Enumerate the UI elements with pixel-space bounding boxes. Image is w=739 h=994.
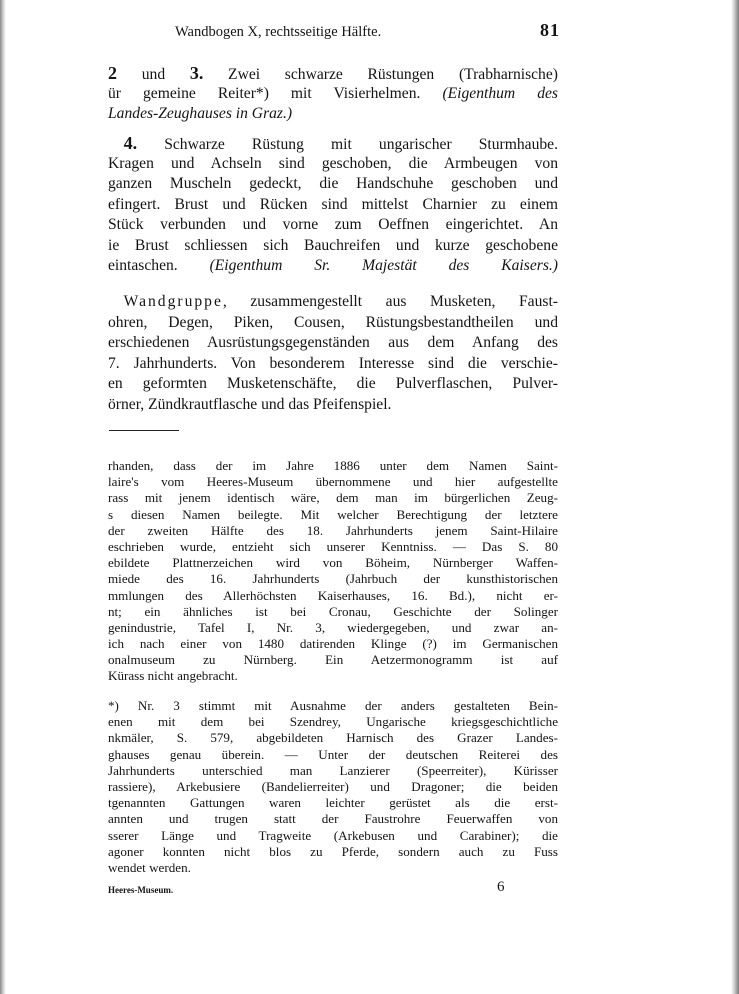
footnote-line: annten und trugen statt der Faustrohre Feuerwaffen von [108,811,558,827]
entry-2-3 [108,63,558,125]
entry-conjunction: und [141,66,166,83]
footnote-line: eschrieben wurde, entzieht sich unserer Kenntniss. — Das S. 80 [108,538,558,554]
footnote-continued [108,458,558,685]
signature-mark: Heeres-Museum. [108,885,174,895]
entry-provenance: (Eigenthum Sr. Majestät des Kaisers.) [209,257,558,274]
entry-2-3-line-1 [108,63,558,84]
entry-provenance: Landes-Zeughauses in Graz.) [108,105,293,122]
entry-4-line: ganzen Muscheln gedeckt, die Handschuhe geschoben und [108,175,558,192]
footnote-line: ghauses genau überein. — Unter der deutschen Reiterei des [108,746,558,762]
wandgruppe-lead: Wandgruppe [123,293,223,310]
entry-text: eintaschen. [108,257,178,274]
entry-provenance: (Eigenthum des [442,84,558,102]
page-number: 81 [540,20,560,40]
footnote-asterisk [108,698,558,876]
footnote-line: onalmuseum zu Nürnberg. Ein Aetzermonogramm ist auf [108,652,558,668]
footnote-line: ich nach einer von 1480 datirenden Klinge (?) im Germanischen [108,636,558,652]
wandgruppe-paragraph [108,292,558,415]
wandgruppe-line: ohren, Degen, Piken, Cousen, Rüstungsbestandtheilen und [108,313,558,331]
entry-number: 2 [108,63,117,83]
footnote-line: wendet werden. [108,859,191,875]
footnote-line: agoner konnten nicht blos zu Pferde, sondern auch zu Fuss [108,843,558,859]
wandgruppe-line: erschiedenen Ausrüstungsgegenständen aus dem Anfang des [108,334,558,351]
entry-4-line: ie Brust schliessen sich Bauchreifen und kurze geschobene [108,236,558,254]
entry-2-3-line-2 [108,84,558,105]
footnote-line: laire's vom Heeres-Museum übernommene und hier aufgestellte [108,474,558,490]
wandgruppe-line [108,292,558,313]
footnote-line: tgenannten Gattungen waren leichter gerüstet als die erst- [108,795,558,811]
footnote-line: der zweiten Hälfte des 18. Jahrhunderts jenem Saint-Hilaire [108,522,558,538]
wandgruppe-text: , zusammengestellt aus Musketen, Faust- [222,293,558,310]
wandgruppe-line: 7. Jahrhunderts. Von besonderem Interesse sind die verschie- [108,354,558,372]
footnote-line: genindustrie, Tafel I, Nr. 3, wiedergegeben, und zwar an- [108,619,558,635]
wandgruppe-line: örner, Zündkrautflasche und das Pfeifenspiel. [108,395,392,413]
entry-4-line [108,133,558,154]
page-left-edge-shadow [0,0,6,994]
footnote-line: miede des 16. Jahrhunderts (Jahrbuch der kunsthistorischen [108,571,558,587]
entry-2-3-line-3 [108,104,558,125]
footnote-line: nkmäler, S. 579, abgebildeten Harnisch des Grazer Landes- [108,730,558,746]
entry-4 [108,133,558,277]
footnote-line: sserer Länge und Tragweite (Arkebusen und Carabiner); die [108,827,558,843]
entry-number: 4. [123,133,138,153]
footnote-line: *) Nr. 3 stimmt mit Ausnahme der anders gestalteten Bein- [108,698,558,713]
footnote-line: ebildete Plattnerzeichen wird von Böheim, Nürnberger Waffen- [108,555,558,571]
entry-number: 3. [189,63,204,83]
footnote-line: mmlungen des Allerhöchsten Kaiserhauses, 16. Bd.), nicht er- [108,587,558,603]
footnote-line: rhanden, dass der im Jahre 1886 unter dem Namen Saint- [108,458,558,473]
footnote-line: enen mit dem bei Szendrey, Ungarische kriegsgeschichtliche [108,714,558,730]
sheet-number: 6 [497,879,505,895]
wandgruppe-line: en geformten Musketenschäfte, die Pulverflaschen, Pulver- [108,375,558,392]
footnote-line: Kürass nicht angebracht. [108,668,238,684]
footnote-line: s diesen Namen beilegte. Mit welcher Berechtigung der letztere [108,506,558,522]
footnote-line: rassiere), Arkebusiere (Bandelierreiter) und Dragoner; die beiden [108,778,558,794]
entry-text: ür gemeine Reiter*) mit Visierhelmen. [108,84,421,102]
running-title: Wandbogen X, rechtsseitige Hälfte. [175,24,382,40]
footnote-separator [109,430,179,431]
page-right-edge-shadow [731,0,739,994]
running-header [175,20,560,46]
entry-4-line: efingert. Brust und Rücken sind mittelst Charnier zu einem [108,195,558,213]
entry-4-line: Kragen und Achseln sind geschoben, die Armbeugen von [108,154,558,172]
entry-4-line-last [108,256,558,277]
entry-text: Schwarze Rüstung mit ungarischer Sturmhaube. [164,136,558,153]
entry-4-line: Stück verbunden und vorne zum Oeffnen eingerichtet. An [108,216,558,233]
entry-text: Zwei schwarze Rüstungen (Trabharnische) [228,66,558,83]
footnote-line: rass mit jenem identisch wäre, dem man im bürgerlichen Zeug- [108,490,558,506]
footnote-line: nt; ein ähnliches ist bei Cronau, Geschichte der Solinger [108,603,558,619]
footnote-line: Jahrhunderts unterschied man Lanzierer (Speerreiter), Kürisser [108,762,558,778]
